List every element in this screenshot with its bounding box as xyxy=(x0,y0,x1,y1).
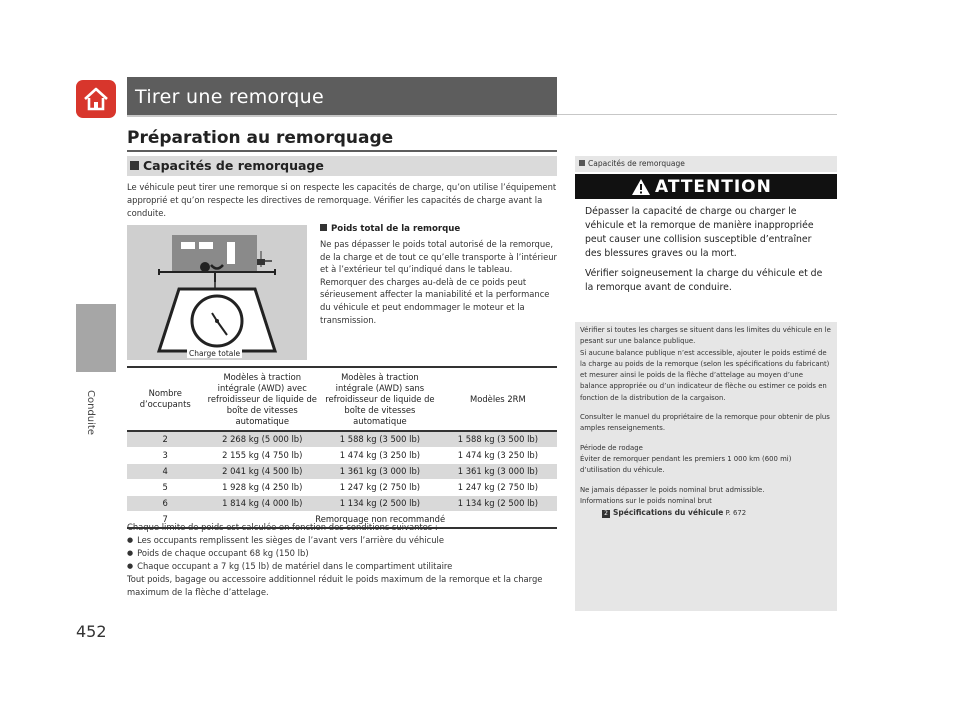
section-square-icon xyxy=(130,161,139,170)
conditions-closing: Tout poids, bagage ou accessoire additionnel réduit le poids maximum de la remorque et la charge maximum de la flèche d’attelage. xyxy=(127,574,543,597)
towing-capacity-table xyxy=(127,366,557,529)
note-paragraph: Vérifier si toutes les charges se situent dans les limites du véhicule en le pesant sur une balance publique. xyxy=(580,326,831,346)
cell-occupants: 6 xyxy=(127,496,203,512)
table-row xyxy=(127,480,557,496)
conditions-block xyxy=(127,521,557,599)
load-scale-illustration xyxy=(127,225,307,360)
warning-triangle-icon xyxy=(631,178,651,196)
cell-awd-without: 1 134 kg (2 500 lb) xyxy=(321,496,439,512)
cross-reference-link[interactable] xyxy=(580,507,832,519)
figure-caption: Charge totale xyxy=(189,349,241,358)
bullet-item: ● Les occupants remplissent les sièges de l’avant vers l’arrière du véhicule xyxy=(127,534,557,547)
intro-paragraph: Le véhicule peut tirer une remorque si on respecte les capacités de charge, qu’on utilise l’équipement approprié et qu’on respecte les directives de remorquage. Vérifier les capacités de charge avant la conduite. xyxy=(127,182,557,218)
subsection-square-icon xyxy=(320,224,327,231)
subsection-paragraph-2: Remorquer des charges au-delà de ce poids peut sérieusement affecter la maniabilité et la performance du véhicule et peut endommager le moteur et la transmission. xyxy=(320,276,550,325)
page-number: 452 xyxy=(76,622,107,641)
cell-occupants: 4 xyxy=(127,464,203,480)
cell-occupants: 7 xyxy=(127,512,203,529)
side-tab-label: Conduite xyxy=(85,390,96,435)
cell-2wd: 1 134 kg (2 500 lb) xyxy=(439,496,557,512)
cell-awd-without: 1 474 kg (3 250 lb) xyxy=(321,448,439,464)
col-occupants: Nombre d’occupants xyxy=(127,367,203,431)
section-title: Capacités de remorquage xyxy=(143,158,324,173)
note-paragraph: Ne jamais dépasser le poids nominal brut admissible. xyxy=(580,485,765,494)
bullet-item: ● Chaque occupant a 7 kg (15 lb) de matériel dans le compartiment utilitaire xyxy=(127,560,557,573)
header-divider xyxy=(557,114,837,115)
home-icon[interactable] xyxy=(76,80,116,118)
side-note-panel xyxy=(575,156,837,611)
col-awd-with-cooler: Modèles à traction intégrale (AWD) avec refroidisseur de liquide de boîte de vitesses automatique xyxy=(203,367,321,431)
table-header-row xyxy=(127,367,557,431)
reference-page: P. 672 xyxy=(725,509,747,518)
cell-2wd: 1 361 kg (3 000 lb) xyxy=(439,464,557,480)
side-tab xyxy=(76,304,116,372)
reference-arrow-icon: 2 xyxy=(602,510,610,518)
chapter-header xyxy=(127,77,557,117)
note-body xyxy=(580,325,832,519)
table-row xyxy=(127,448,557,464)
subsection-title: Poids total de la remorque xyxy=(331,224,461,234)
warning-paragraph-2: Vérifier soigneusement la charge du véhicule et de la remorque avant de conduire. xyxy=(585,268,823,293)
cell-awd-without: 1 361 kg (3 000 lb) xyxy=(321,464,439,480)
warning-paragraph-1: Dépasser la capacité de charge ou charger le véhicule et la remorque de manière inappropriée peut causer une collision susceptible d’entraîner des blessures graves ou la mort. xyxy=(585,206,814,259)
table-row xyxy=(127,496,557,512)
cell-2wd: 1 474 kg (3 250 lb) xyxy=(439,448,557,464)
cell-2wd: 1 247 kg (2 750 lb) xyxy=(439,480,557,496)
cell-not-recommended: Remorquage non recommandé xyxy=(203,512,557,529)
section-header xyxy=(127,156,557,176)
cell-occupants: 2 xyxy=(127,431,203,448)
reference-text: Spécifications du véhicule xyxy=(613,508,724,518)
note-paragraph: Consulter le manuel du propriétaire de la remorque pour obtenir de plus amples renseignements. xyxy=(580,413,830,433)
col-2wd: Modèles 2RM xyxy=(439,367,557,431)
warning-box xyxy=(575,172,837,322)
note-square-icon xyxy=(579,160,585,166)
bullet-item: ● Poids de chaque occupant 68 kg (150 lb) xyxy=(127,547,557,560)
page-title: Préparation au remorquage xyxy=(127,128,394,148)
cell-awd-with: 2 268 kg (5 000 lb) xyxy=(203,431,321,448)
warning-bar xyxy=(575,174,837,199)
subsection-paragraph-1: Ne pas dépasser le poids total autorisé de la remorque, de la charge et de tout ce qu’elle transporte à l’intérieur et à l’extérieur tel qu’indiqué dans le tableau. xyxy=(320,239,557,275)
title-rule xyxy=(127,150,557,152)
subsection-body xyxy=(320,238,557,326)
chapter-title: Tirer une remorque xyxy=(135,86,324,108)
note-paragraph-title: Période de rodage xyxy=(580,443,643,452)
cell-awd-with: 2 041 kg (4 500 lb) xyxy=(203,464,321,480)
cell-occupants: 5 xyxy=(127,480,203,496)
warning-text xyxy=(585,205,830,295)
note-header xyxy=(579,159,685,168)
cell-awd-without: 1 247 kg (2 750 lb) xyxy=(321,480,439,496)
conditions-lead: Chaque limite de poids est calculée en fonction des conditions suivantes : xyxy=(127,522,438,532)
table-row xyxy=(127,431,557,448)
table-row xyxy=(127,464,557,480)
note-paragraph: Informations sur le poids nominal brut xyxy=(580,496,712,505)
note-paragraph: Éviter de remorquer pendant les premiers 1 000 km (600 mi) d’utilisation du véhicule. xyxy=(580,454,792,475)
warning-label: ATTENTION xyxy=(655,177,772,197)
subsection-heading xyxy=(320,224,460,234)
cell-awd-with: 1 928 kg (4 250 lb) xyxy=(203,480,321,496)
cell-awd-with: 1 814 kg (4 000 lb) xyxy=(203,496,321,512)
note-paragraph: Si aucune balance publique n’est accessible, ajouter le poids estimé de la charge au poids de la remorque (selon les spécifications du fabricant) et mesurer ainsi le poids de la flèche d’attelage au moyen d’une balance appropriée ou d’un indicateur de flèche ou estimer ce poids en fonction de la distribution de la cargaison. xyxy=(580,348,830,402)
cell-awd-with: 2 155 kg (4 750 lb) xyxy=(203,448,321,464)
cell-occupants: 3 xyxy=(127,448,203,464)
note-header-label: Capacités de remorquage xyxy=(588,159,685,168)
col-awd-without-cooler: Modèles à traction intégrale (AWD) sans refroidisseur de liquide de boîte de vitesses automatique xyxy=(321,367,439,431)
cell-awd-without: 1 588 kg (3 500 lb) xyxy=(321,431,439,448)
cell-2wd: 1 588 kg (3 500 lb) xyxy=(439,431,557,448)
